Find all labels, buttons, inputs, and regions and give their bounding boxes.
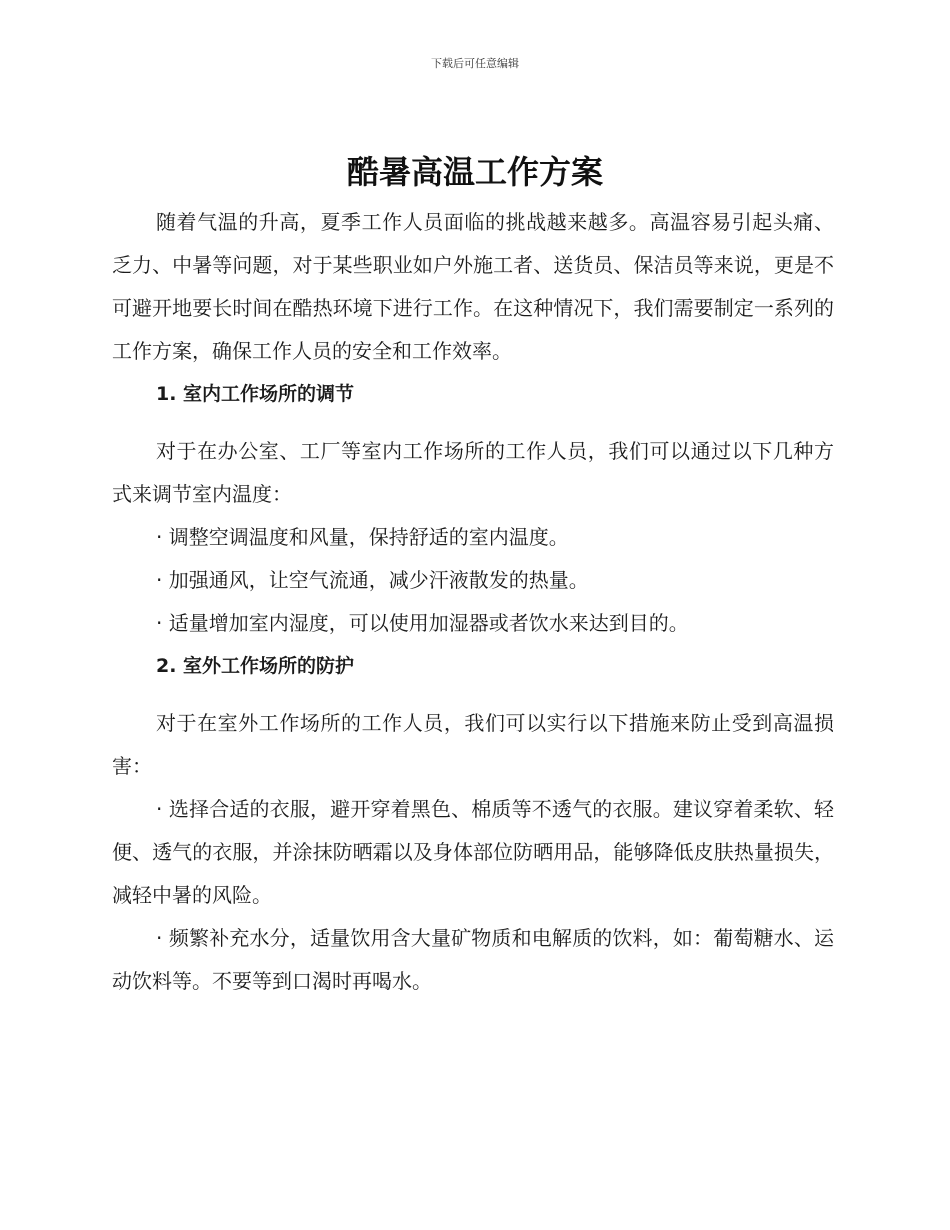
section-1-heading: 1. 室内工作场所的调节 bbox=[156, 383, 355, 405]
section-1-lead: 对于在办公室、工厂等室内工作场所的工作人员，我们可以通过以下几种方式来调节室内温度： bbox=[112, 439, 834, 506]
section-1-bullet-2: · 加强通风，让空气流通，减少汗液散发的热量。 bbox=[156, 568, 589, 592]
intro-paragraph: 随着气温的升高，夏季工作人员面临的挑战越来越多。高温容易引起头痛、乏力、中暑等问题，对于某些职业如户外施工者、送货员、保洁员等来说，更是不可避开地要长时间在酷热环境下进行工作。在这种情况下，我们需要制定一系列的工作方案，确保工作人员的安全和工作效率。 bbox=[112, 210, 834, 363]
section-2-lead: 对于在室外工作场所的工作人员，我们可以实行以下措施来防止受到高温损害： bbox=[112, 711, 834, 778]
document-title: 酷暑高温工作方案 bbox=[346, 153, 603, 191]
document-body bbox=[112, 201, 834, 1003]
section-2-bullet-1: · 选择合适的衣服，避开穿着黑色、棉质等不透气的衣服。建议穿着柔软、轻便、透气的衣服，并涂抹防晒霜以及身体部位防晒用品，能够降低皮肤热量损失，减轻中暑的风险。 bbox=[112, 797, 834, 907]
section-1-bullet-3: · 适量增加室内湿度，可以使用加湿器或者饮水来达到目的。 bbox=[156, 611, 689, 635]
section-2-bullet-2: · 频繁补充水分，适量饮用含大量矿物质和电解质的饮料，如：葡萄糖水、运动饮料等。不要等到口渴时再喝水。 bbox=[112, 926, 834, 993]
page-header-note: 下载后可任意编辑 bbox=[431, 57, 519, 70]
section-2-heading: 2. 室外工作场所的防护 bbox=[156, 655, 355, 677]
section-1-bullet-1: · 调整空调温度和风量，保持舒适的室内温度。 bbox=[156, 525, 569, 549]
